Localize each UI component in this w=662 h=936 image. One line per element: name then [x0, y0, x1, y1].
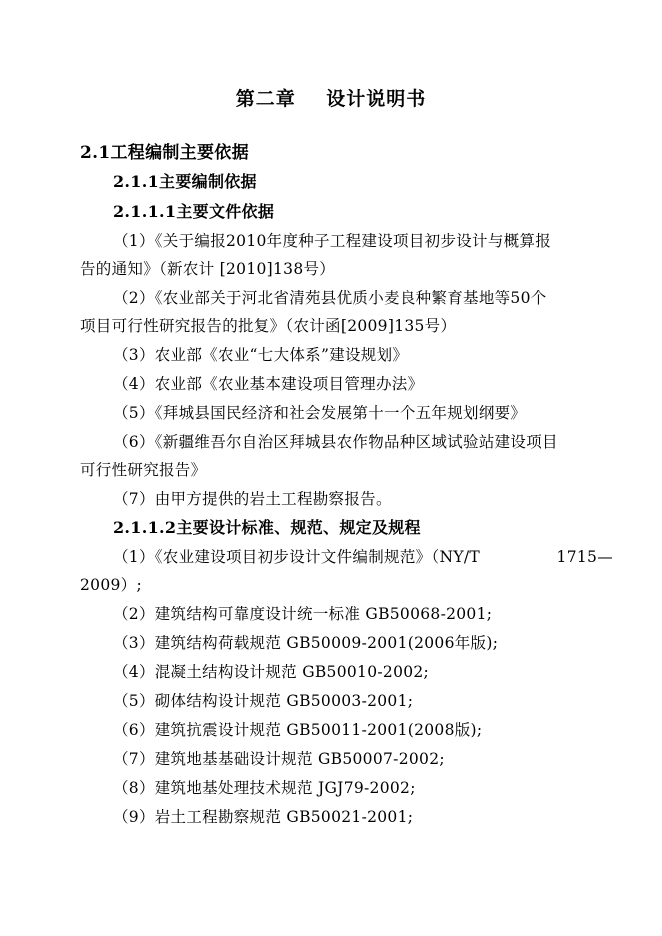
standard-item-1-line1: [113, 546, 613, 568]
standard-item-8: （8）建筑地基处理技术规范 JGJ79-2002;: [113, 779, 416, 797]
standard-item-1-right: 1715—: [556, 548, 613, 566]
standard-item-7: （7）建筑地基基础设计规范 GB50007-2002;: [113, 750, 445, 768]
file-item-5: （5）《拜城县国民经济和社会发展第十一个五年规划纲要》: [113, 404, 527, 422]
file-item-1-line2: 告的通知》（新农计 [2010]138号）: [80, 260, 336, 278]
file-item-3: （3）农业部《农业“七大体系”建设规划》: [113, 346, 409, 364]
file-item-6-line2: 可行性研究报告》: [80, 461, 207, 479]
standard-item-5: （5）砌体结构设计规范 GB50003-2001;: [113, 692, 414, 710]
file-item-6-line1: （6）《新疆维吾尔自治区拜城县农作物品种区域试验站建设项目: [113, 433, 558, 451]
section-heading-2-1-1-2: 2.1.1.2主要设计标准、规范、规定及规程: [113, 518, 421, 537]
file-item-4: （4）农业部《农业基本建设项目管理办法》: [113, 375, 424, 393]
file-item-7: （7）由甲方提供的岩土工程勘察报告。: [113, 490, 392, 508]
file-item-2-line1: （2）《农业部关于河北省清苑县优质小麦良种繁育基地等50个: [113, 289, 547, 307]
file-item-2-line2: 项目可行性研究报告的批复》（农计函[2009]135号）: [80, 317, 457, 335]
standard-item-1-line2: 2009）;: [80, 576, 142, 594]
section-heading-2-1-1-1: 2.1.1.1主要文件依据: [113, 202, 275, 221]
standard-item-4: （4）混凝土结构设计规范 GB50010-2002;: [113, 663, 430, 681]
standard-item-9: （9）岩土工程勘察规范 GB50021-2001;: [113, 808, 414, 826]
standard-item-3: （3）建筑结构荷载规范 GB50009-2001(2006年版);: [113, 634, 499, 652]
section-heading-2-1: 2.1工程编制主要依据: [80, 143, 249, 163]
standard-item-1-left: （1）《农业建设项目初步设计文件编制规范》（NY/T: [113, 548, 481, 566]
section-heading-2-1-1: 2.1.1主要编制依据: [113, 172, 257, 191]
standard-item-2: （2）建筑结构可靠度设计统一标准 GB50068-2001;: [113, 605, 493, 623]
chapter-title: 第二章 设计说明书: [235, 88, 427, 110]
file-item-1-line1: （1）《关于编报2010年度种子工程建设项目初步设计与概算报: [113, 232, 552, 250]
standard-item-6: （6）建筑抗震设计规范 GB50011-2001(2008版);: [113, 721, 483, 739]
